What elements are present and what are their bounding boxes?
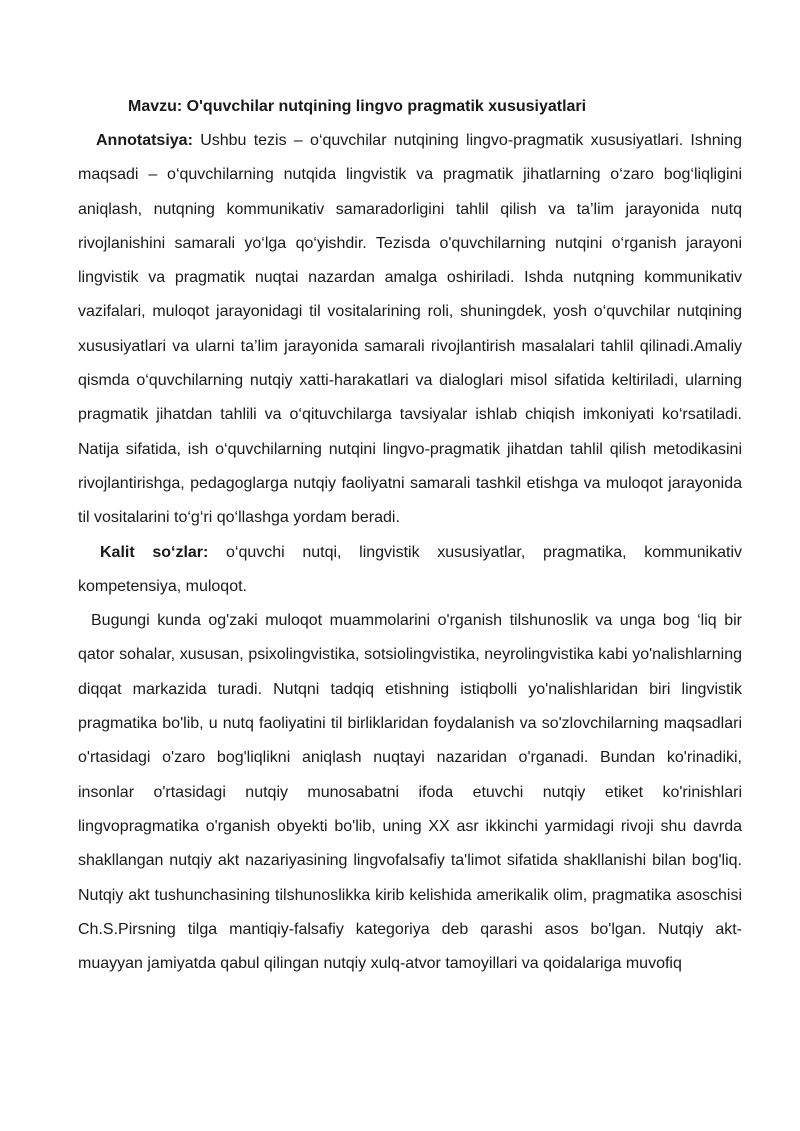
annotation-text: Ushbu tezis – o‘quvchilar nutqining lingvo-pragmatik xususiyatlari. Ishning maqsadi – o‘quvchilarning nutqida lingvistik va pragmatik jihatlarning o‘zaro bog‘liqligini aniqlash, nutqning kommunikativ samaradorligini tahlil qilish va ta’lim jarayonida nutq rivojlanishini samarali yo‘lga qo‘yishdir. Tezisda o'quvchilarning nutqini o‘rganish jarayoni lingvistik va pragmatik nuqtai nazardan amalga oshiriladi. Ishda nutqning kommunikativ vazifalari, muloqot jarayonidagi til vositalarining roli, shuningdek, yosh o‘quvchilar nutqining xususiyatlari va ularni ta’lim jarayonida samarali rivojlantirish masalalari tahlil qilinadi.Amaliy qismda o‘quvchilarning nutqiy xatti-harakatlari va dialoglari misol sifatida keltiriladi, ularning pragmatik jihatdan tahlili va o‘qituvchilarga tavsiyalar ishlab chiqish imkoniyati ko‘rsatiladi. Natija sifatida, ish o‘quvchilarning nutqini lingvo-pragmatik jihatdan tahlil qilish metodikasini rivojlantirishga, pedagoglarga nutqiy faoliyatni samarali tashkil etishga va muloqot jarayonida til vositalarini to‘g‘ri qo‘llashga yordam beradi.: [78, 132, 743, 527]
body-paragraph: Bugungi kunda og'zaki muloqot muammolarini o'rganish tilshunoslik va unga bog ‘liq bir qator sohalar, xususan, psixolingvistika, sotsiolingvistika, neyrolingvistika kabi yo'nalishlarning diqqat markazida turadi. Nutqni tadqiq etishning istiqbolli yo'nalishlaridan biri lingvistik pragmatika bo'lib, u nutq faoliyatini til birliklaridan foydalanish va so'zlovchilarning maqsadlari o'rtasidagi o'zaro bog'liqlikni aniqlash nuqtayi nazaridan o'rganadi. Bundan ko'rinadiki, insonlar o'rtasidagi nutqiy munosabatni ifoda etuvchi nutqiy etiket ko'rinishlari lingvopragmatika o'rganish obyekti bo'lib, uning XX asr ikkinchi yarmidagi rivoji shu davrda shakllangan nutqiy akt nazariyasining lingvofalsafiy ta'limot sifatida shakllanishi bilan bog'liq. Nutqiy akt tushunchasining tilshunoslikka kirib kelishida amerikalik olim, pragmatika asoschisi Ch.S.Pirsning tilga mantiqiy-falsafiy kategoriya deb qarashi asos bo'lgan. Nutqiy akt- muayyan jamiyatda qabul qilingan nutqiy xulq-atvor tamoyillari va qoidalariga muvofiq: [78, 612, 742, 973]
keywords-label: Kalit so‘zlar:: [100, 543, 209, 561]
keywords-text: o‘quvchi nutqi, lingvistik xususiyatlar, pragmatika, kommunikativ kompetensiya, muloqot.: [78, 543, 742, 595]
annotation-label: Annotatsiya:: [96, 132, 193, 149]
keywords-paragraph: [78, 536, 742, 605]
document-title: Mavzu: O'quvchilar nutqining lingvo pragmatik xususiyatlari: [128, 98, 587, 115]
document-page: [78, 90, 742, 981]
annotation-paragraph: [78, 124, 742, 536]
